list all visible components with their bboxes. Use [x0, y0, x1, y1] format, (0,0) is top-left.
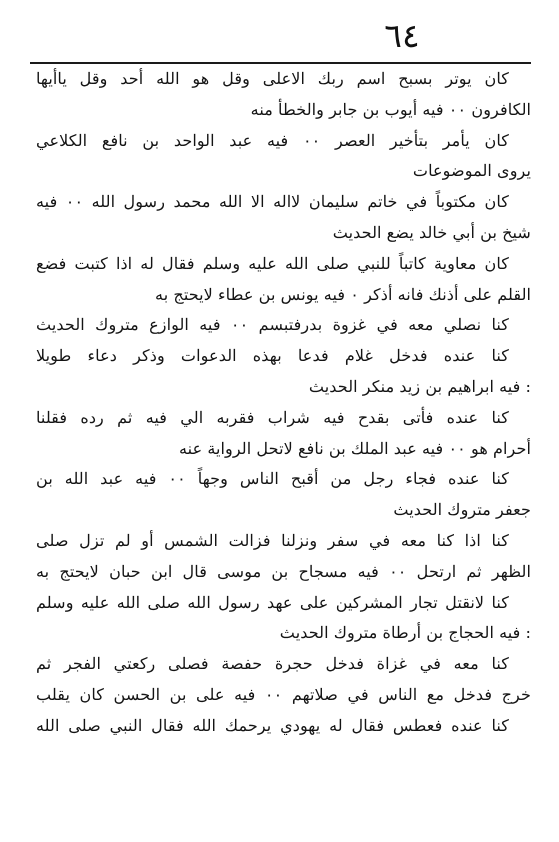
- text-body: [36, 64, 531, 742]
- text-line: الظهر ثم ارتحل ٠٠ فيه مسجاح بن موسى قال ابن حبان لايحتج به: [36, 561, 531, 581]
- text-line: القلم على أذنك فانه أذكر ٠ فيه يونس بن عطاء لايحتج به: [155, 284, 531, 304]
- text-line: كان مكتوباً في خاتم سليمان لااله الا الله محمد رسول الله ٠٠ فيه: [36, 192, 509, 212]
- text-line: : فيه الحجاج بن أرطاة متروك الحديث: [279, 623, 531, 643]
- text-line: شيخ بن أبي خالد يضع الحديث: [332, 222, 531, 242]
- text-line: كان يوتر بسبح اسم ربك الاعلى وقل هو الله أحد وقل ياأيها: [36, 69, 509, 88]
- text-line: كنا عنده فجاء رجل من أقبح الناس وجهاً ٠٠ فيه عبد الله بن: [36, 469, 510, 489]
- text-line: يروى الموضوعات: [412, 161, 531, 181]
- text-line: كنا نصلي معه في غزوة بدرفتبسم ٠٠ فيه الوازع متروك الحديث: [36, 315, 509, 335]
- text-line: كنا معه في غزاة فدخل حجرة حفصة فصلى ركعتي الفجر ثم: [36, 654, 509, 674]
- text-line: كان معاوية كاتباً للنبي صلى الله عليه وسلم فقال له اذا كتبت فضع: [36, 253, 509, 273]
- text-line: كنا عنده فعطس فقال له يهودي يرحمك الله فقال النبي صلى الله: [36, 715, 509, 735]
- text-line: كنا اذا كنا معه في سفر ونزلنا فزالت الشمس أو لم تزل صلى: [36, 530, 509, 550]
- text-line: أحرام هو ٠٠ فيه عبد الملك بن نافع لاتحل الرواية عنه: [179, 438, 531, 458]
- page-number: ٦٤: [384, 16, 420, 55]
- text-line: كان يأمر بتأخير العصر ٠٠ فيه عبد الواحد بن نافع الكلاعي: [36, 130, 509, 150]
- text-line: جعفر متروك الحديث: [393, 500, 531, 520]
- text-line: الكافرون ٠٠ فيه أيوب بن جابر والخطأ منه: [250, 99, 531, 119]
- text-line: كنا عنده فأتى بقدح فيه شراب فقربه الي فيه ثم رده فقلنا: [36, 407, 509, 427]
- text-line: : فيه ابراهيم بن زيد منكر الحديث: [308, 376, 531, 396]
- text-line: كنا لانقتل تجار المشركين على عهد رسول الله صلى الله عليه وسلم: [36, 592, 509, 612]
- text-line: كنا عنده فدخل غلام فدعا بهذه الدعوات وذكر دعاء طويلا: [36, 346, 509, 366]
- text-line: خرج فدخل مع الناس في صلاتهم ٠٠ فيه على بن الحسن كان يقلب: [36, 684, 531, 704]
